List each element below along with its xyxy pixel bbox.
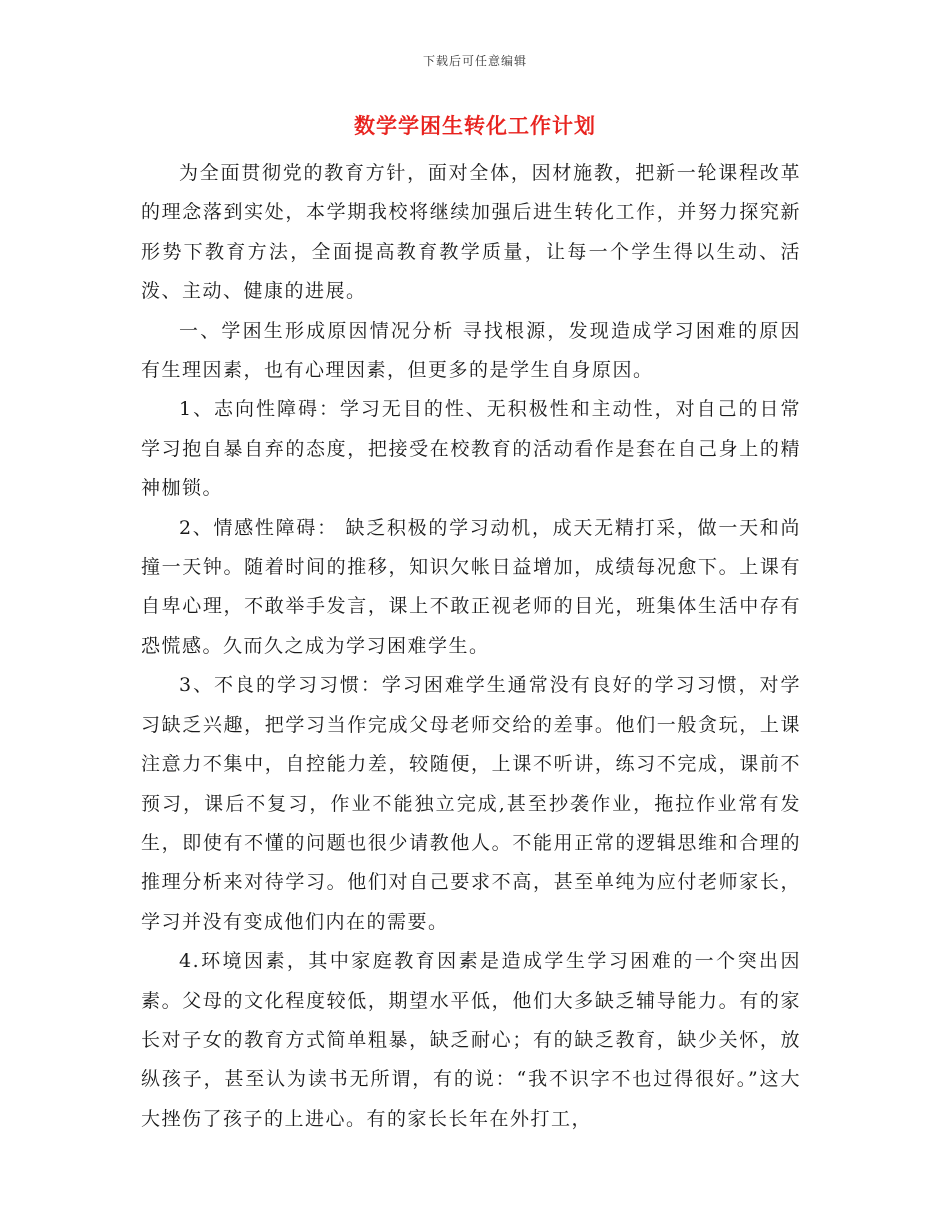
paragraph-item-2: 2、情感性障碍： 缺乏积极的学习动机，成天无精打采，做一天和尚撞一天钟。随着时间的推移，知识欠帐日益增加，成绩每况愈下。上课有自卑心理，不敢举手发言，课上不敢正视老师的目光，班集体生活中存有恐慌感。久而久之成为学习困难学生。 [141,516,801,657]
paragraph-item-1: 1、志向性障碍：学习无目的性、无积极性和主动性，对自己的日常学习抱自暴自弃的态度，把接受在校教育的活动看作是套在自己身上的精神枷锁。 [141,398,801,500]
document-title: 数学学困生转化工作计划 [354,113,596,138]
paragraph-item-3: 3、不良的学习习惯：学习困难学生通常没有良好的学习习惯，对学习缺乏兴趣，把学习当作完成父母老师交给的差事。他们一般贪玩，上课注意力不集中，自控能力差，较随便，上课不听讲，练习不完成，课前不预习，课后不复习，作业不能独立完成,甚至抄袭作业，拖拉作业常有发生，即使有不懂的问题也很少请教他人。不能用正常的逻辑思维和合理的推理分析来对待学习。他们对自己要求不高，甚至单纯为应付老师家长，学习并没有变成他们内在的需要。 [141,674,801,933]
paragraph-intro: 为全面贯彻党的教育方针，面对全体，因材施教，把新一轮课程改革的理念落到实处，本学期我校将继续加强后进生转化工作，并努力探究新形势下教育方法，全面提高教育教学质量，让每一个学生得以生动、活泼、主动、健康的进展。 [141,162,801,303]
document-body [141,154,801,1139]
header-note: 下载后可任意编辑 [422,54,527,68]
paragraph-section-1: 一、学困生形成原因情况分析 寻找根源，发现造成学习困难的原因有生理因素，也有心理因素，但更多的是学生自身原因。 [141,319,801,382]
paragraph-item-4: 4.环境因素，其中家庭教育因素是造成学生学习困难的一个突出因素。父母的文化程度较低，期望水平低，他们大多缺乏辅导能力。有的家长对子女的教育方式简单粗暴，缺乏耐心；有的缺乏教育，缺少关怀，放纵孩子，甚至认为读书无所谓，有的说：“我不识字不也过得很好。”这大大挫伤了孩子的上进心。有的家长长年在外打工， [141,950,801,1130]
